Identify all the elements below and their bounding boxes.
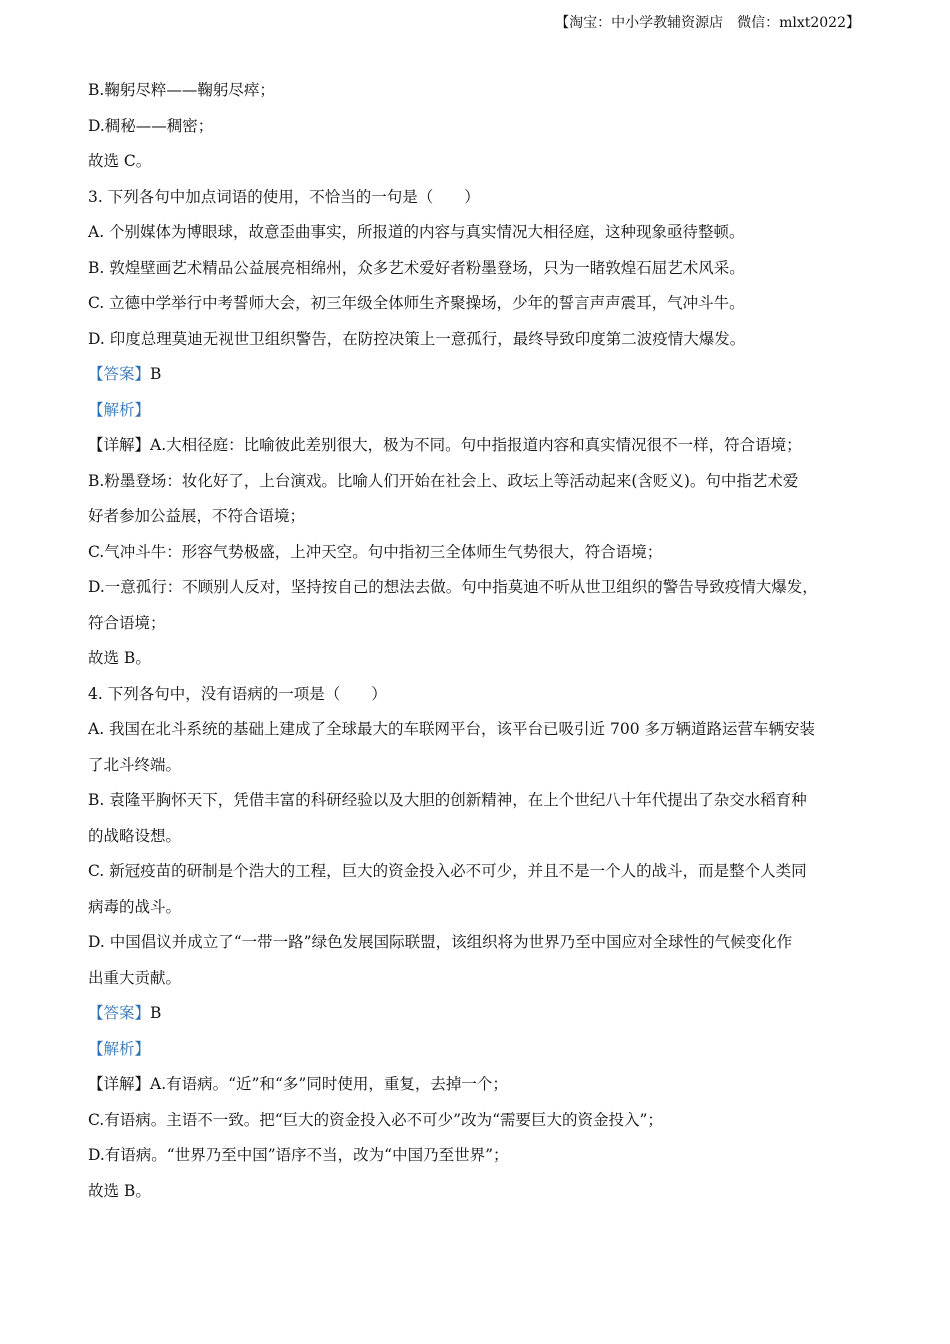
document-body [88, 73, 868, 1209]
line-text: 病毒的战斗。 [88, 897, 182, 916]
text-line [88, 1174, 868, 1210]
text-line [88, 890, 868, 926]
text-line [88, 570, 868, 606]
text-line [88, 712, 868, 748]
line-text: B.粉墨登场：妆化好了，上台演戏。比喻人们开始在社会上、政坛上等活动起来(含贬义)。句中指艺术爱 [88, 471, 799, 490]
line-text: A.有语病。“近”和“多”同时使用，重复，去掉一个； [150, 1075, 508, 1093]
line-text: C. 新冠疫苗的研制是个浩大的工程，巨大的资金投入必不可少，并且不是一个人的战斗，而是整个人类同 [88, 862, 807, 880]
text-line [88, 1138, 868, 1174]
text-line [88, 748, 868, 784]
text-line [88, 783, 868, 819]
text-line [88, 925, 868, 961]
text-line [88, 357, 868, 393]
text-line [88, 535, 868, 571]
text-line [88, 819, 868, 855]
text-line [88, 606, 868, 642]
line-text: B. 敦煌壁画艺术精品公益展亮相绵州，众多艺术爱好者粉墨登场，只为一睹敦煌石屈艺术风采。 [88, 258, 745, 277]
text-line [88, 677, 868, 713]
text-line [88, 428, 868, 464]
line-text: C.气冲斗牛：形容气势极盛，上冲天空。句中指初三全体师生气势很大，符合语境； [88, 542, 663, 561]
line-text: 好者参加公益展，不符合语境； [88, 507, 306, 525]
line-text: D.一意孤行：不顾别人反对，坚持按自己的想法去做。句中指莫迪不听从世卫组织的警告导致疫情大爆发， [88, 578, 818, 596]
line-text: D. 印度总理莫迪无视世卫组织警告，在防控决策上一意孤行，最终导致印度第二波疫情大爆发。 [88, 329, 746, 348]
line-text: B.鞠躬尽粹——鞠躬尽瘁； [88, 81, 275, 99]
line-text: 出重大贡献。 [88, 968, 182, 987]
text-line [88, 961, 868, 997]
line-text: C.有语病。主语不一致。把“巨大的资金投入必不可少”改为“需要巨大的资金投入”； [88, 1110, 663, 1129]
text-line [88, 854, 868, 890]
answer-tag: 【答案】 [88, 1004, 151, 1022]
text-line [88, 499, 868, 535]
text-line [88, 215, 868, 251]
text-line [88, 109, 868, 145]
detail-tag: 【详解】 [88, 436, 151, 454]
line-text: 4. 下列各句中，没有语病的一项是（ ） [88, 684, 387, 703]
line-text: B. 袁隆平胸怀天下，凭借丰富的科研经验以及大胆的创新精神，在上个世纪八十年代提出了杂交水稻育种 [88, 791, 807, 809]
line-text: 故选 C。 [88, 152, 152, 170]
text-line [88, 1032, 868, 1068]
analysis-tag: 【解析】 [88, 1039, 151, 1058]
line-text: 故选 B。 [88, 649, 151, 667]
detail-tag: 【详解】 [88, 1075, 151, 1093]
text-line [88, 251, 868, 287]
line-text: 故选 B。 [88, 1181, 151, 1200]
line-text: 3. 下列各句中加点词语的使用，不恰当的一句是（ ） [88, 187, 480, 206]
line-text: A. 个别媒体为博眼球，故意歪曲事实，所报道的内容与真实情况大相径庭，这种现象亟待整顿。 [88, 223, 745, 241]
line-text: C. 立德中学举行中考誓师大会，初三年级全体师生齐聚操场，少年的誓言声声震耳，气冲斗牛。 [88, 294, 745, 312]
line-text: 的战略设想。 [88, 826, 182, 845]
text-line [88, 464, 868, 500]
line-text: 符合语境； [88, 613, 166, 632]
text-line [88, 1067, 868, 1103]
text-line [88, 180, 868, 216]
analysis-tag: 【解析】 [88, 400, 151, 419]
text-line [88, 1103, 868, 1139]
text-line [88, 73, 868, 109]
line-text: B [150, 1004, 162, 1022]
line-text: A. 我国在北斗系统的基础上建成了全球最大的车联网平台，该平台已吸引近 700 多万辆道路运营车辆安装 [88, 720, 815, 738]
text-line [88, 322, 868, 358]
text-line [88, 144, 868, 180]
answer-tag: 【答案】 [88, 365, 151, 383]
line-text: B [150, 365, 162, 383]
header-watermark: 【淘宝：中小学教辅资源店 微信：mlxt2022】 [555, 15, 860, 31]
text-line [88, 393, 868, 429]
text-line [88, 996, 868, 1032]
line-text: D.稠秘——稠密； [88, 116, 214, 135]
line-text: A.大相径庭：比喻彼此差别很大，极为不同。句中指报道内容和真实情况很不一样，符合语境； [150, 436, 802, 454]
text-line [88, 286, 868, 322]
line-text: D.有语病。“世界乃至中国”语序不当，改为“中国乃至世界”； [88, 1146, 509, 1164]
text-line [88, 641, 868, 677]
line-text: 了北斗终端。 [88, 755, 182, 774]
line-text: D. 中国倡议并成立了“一带一路”绿色发展国际联盟，该组织将为世界乃至中国应对全球性的气候变化作 [88, 933, 793, 951]
